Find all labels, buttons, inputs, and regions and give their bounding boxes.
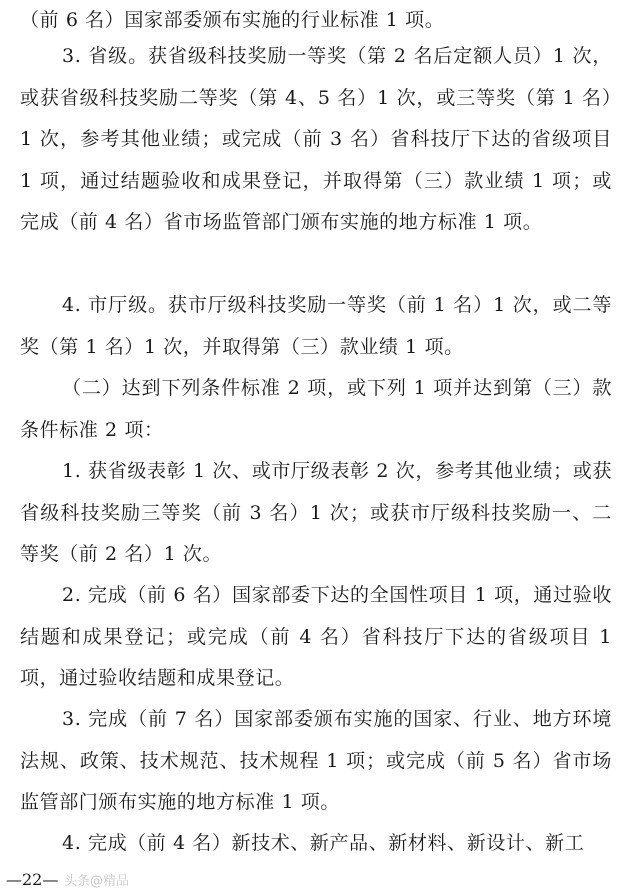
paragraph-item-3: 3. 完成（前 7 名）国家部委颁布实施的国家、行业、地方环境法规、政策、技术规范、技术规程 1 项；或完成（前 5 名）省市场监管部门颁布实施的地方标准 1 项。 bbox=[20, 708, 612, 813]
paragraph-section-two-heading: （二）达到下列条件标准 2 项，或下列 1 项并达到第（三）款条件标准 2 项： bbox=[20, 377, 612, 441]
watermark: 头条@精品 bbox=[64, 874, 130, 889]
paragraph-municipal-level: 4. 市厅级。获市厅级科技奖励一等奖（前 1 名）1 次，或二等奖（第 1 名）1 次，并取得第（三）款业绩 1 项。 bbox=[20, 294, 612, 358]
paragraph-provincial-level: 3. 省级。获省级科技奖励一等奖（第 2 名后定额人员）1 次，或获省级科技奖励二等奖（第 4、5 名）1 次，或三等奖（第 1 名）1 次，参考其他业绩；或完成（前 3 名）省科技厅下达的省级项目 1 项，通过结题验收和成果登记，并取得第（三）款业绩 1 项；或完成（前 4 名）省市场监管部门颁布实施的地方标准 1 项。 bbox=[20, 45, 612, 233]
paragraph-continuation: （前 6 名）国家部委颁布实施的行业标准 1 项。 bbox=[20, 9, 445, 31]
page-number: —22— bbox=[6, 870, 59, 889]
paragraph-item-1: 1. 获省级表彰 1 次、或市厅级表彰 2 次，参考其他业绩；或获省级科技奖励三等奖（前 3 名）1 次；或获市厅级科技奖励一、二等奖（前 2 名）1 次。 bbox=[20, 460, 612, 565]
paragraph-item-2: 2. 完成（前 6 名）国家部委下达的全国性项目 1 项，通过验收结题和成果登记；或完成（前 4 名）省科技厅下达的省级项目 1 项，通过验收结题和成果登记。 bbox=[20, 584, 612, 689]
paragraph-item-4: 4. 完成（前 4 名）新技术、新产品、新材料、新设计、新工 bbox=[62, 832, 585, 854]
